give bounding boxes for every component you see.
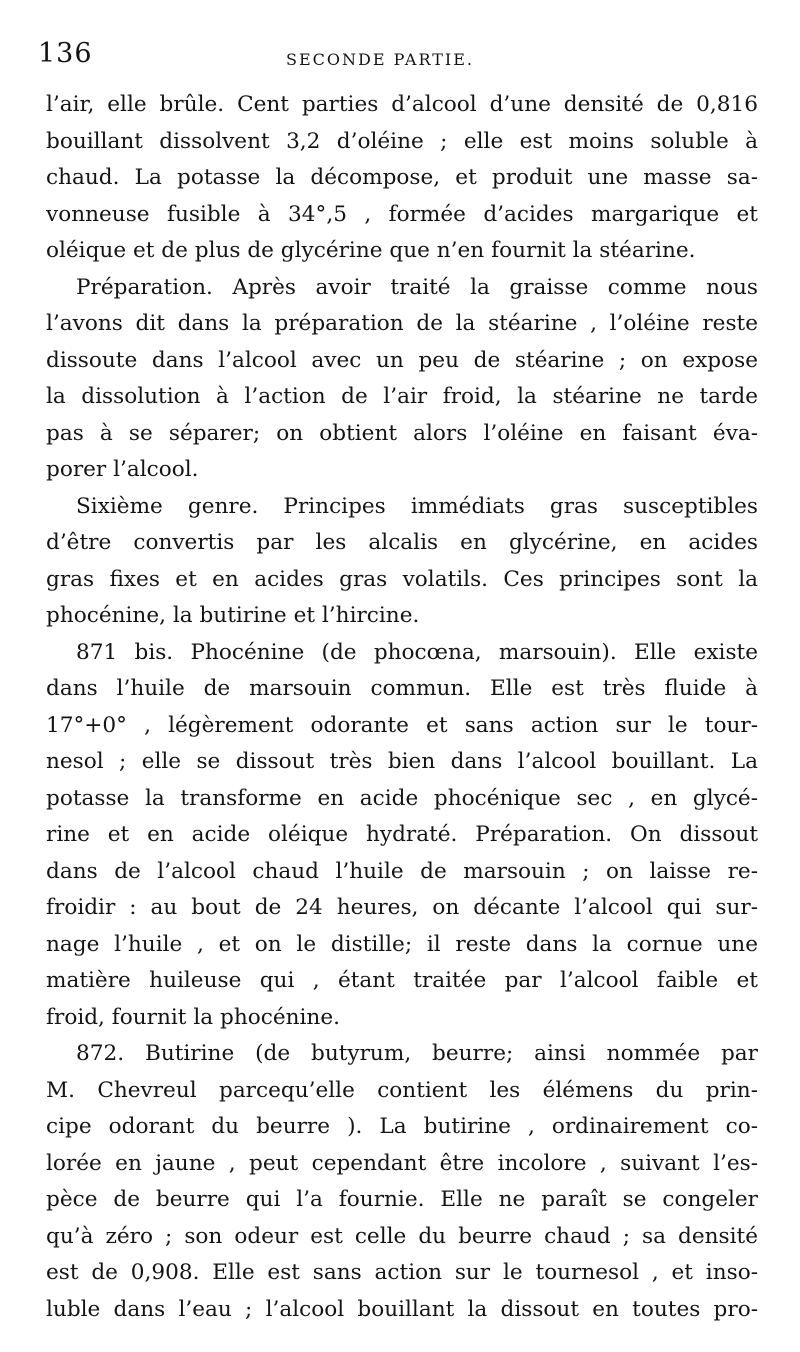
text-line: potasse la transforme en acide phocénique sec , en glycé- bbox=[46, 785, 758, 811]
text-line: oléique et de plus de glycérine que n’en fournit la stéarine. bbox=[46, 238, 696, 263]
text-line: rine et en acide oléique hydraté. Préparation. On dissout bbox=[46, 822, 758, 847]
text-line: est de 0,908. Elle est sans action sur le tournesol , et inso- bbox=[46, 1260, 758, 1285]
text-line: pas à se séparer; on obtient alors l’oléine en faisant éva- bbox=[46, 420, 758, 446]
running-head: SECONDE PARTIE. bbox=[286, 50, 474, 69]
text-line: vonneuse fusible à 34°,5 , formée d’acides margarique et bbox=[46, 201, 758, 227]
body-text bbox=[46, 87, 758, 1328]
text-line: matière huileuse qui , étant traitée par l’alcool faible et bbox=[46, 968, 758, 993]
text-line: phocénine, la butirine et l’hircine. bbox=[46, 603, 420, 628]
text-line: cipe odorant du beurre ). La butirine , ordinairement co- bbox=[46, 1114, 758, 1139]
text-line: qu’à zéro ; son odeur est celle du beurre chaud ; sa densité bbox=[46, 1223, 758, 1249]
text-line: Préparation. Après avoir traité la graisse comme nous bbox=[76, 274, 758, 300]
text-line: nesol ; elle se dissout très bien dans l’alcool bouillant. La bbox=[46, 749, 758, 774]
page-number: 136 bbox=[38, 38, 93, 69]
page-header bbox=[38, 38, 758, 78]
text-line: dans de l’alcool chaud l’huile de marsouin ; on laisse re- bbox=[46, 858, 758, 884]
text-line: froid, fournit la phocénine. bbox=[46, 1004, 340, 1030]
text-line: d’être convertis par les alcalis en glycérine, en acides bbox=[46, 530, 758, 555]
text-line: M. Chevreul parcequ’elle contient les élémens du prin- bbox=[46, 1077, 758, 1103]
text-line: l’avons dit dans la préparation de la stéarine , l’oléine reste bbox=[46, 311, 758, 336]
text-line: lorée en jaune , peut cependant être incolore , suivant l’es- bbox=[46, 1150, 758, 1176]
text-line: luble dans l’eau ; l’alcool bouillant la dissout en toutes pro- bbox=[46, 1296, 758, 1322]
text-line: pèce de beurre qui l’a fournie. Elle ne paraît se congeler bbox=[46, 1187, 758, 1212]
text-line: dissoute dans l’alcool avec un peu de stéarine ; on expose bbox=[46, 347, 758, 373]
text-line: porer l’alcool. bbox=[46, 457, 199, 482]
text-line: la dissolution à l’action de l’air froid, la stéarine ne tarde bbox=[46, 384, 758, 409]
text-line: nage l’huile , et on le distille; il reste dans la cornue une bbox=[46, 931, 758, 957]
text-line: dans l’huile de marsouin commun. Elle est très fluide à bbox=[46, 676, 758, 701]
text-line: 871 bis. Phocénine (de phocœna, marsouin). Elle existe bbox=[76, 639, 758, 665]
text-line: l’air, elle brûle. Cent parties d’alcool d’une densité de 0,816 bbox=[46, 92, 758, 117]
text-line: gras fixes et en acides gras volatils. Ces principes sont la bbox=[46, 566, 758, 592]
text-line: froidir : au bout de 24 heures, on décante l’alcool qui sur- bbox=[46, 895, 758, 920]
text-line: 17°+0° , légèrement odorante et sans action sur le tour- bbox=[46, 712, 758, 738]
text-line: chaud. La potasse la décompose, et produit une masse sa- bbox=[46, 165, 758, 190]
text-line: Sixième genre. Principes immédiats gras susceptibles bbox=[76, 493, 758, 519]
text-line: bouillant dissolvent 3,2 d’oléine ; elle est moins soluble à bbox=[46, 128, 758, 154]
text-line: 872. Butirine (de butyrum, beurre; ainsi nommée par bbox=[76, 1041, 758, 1066]
